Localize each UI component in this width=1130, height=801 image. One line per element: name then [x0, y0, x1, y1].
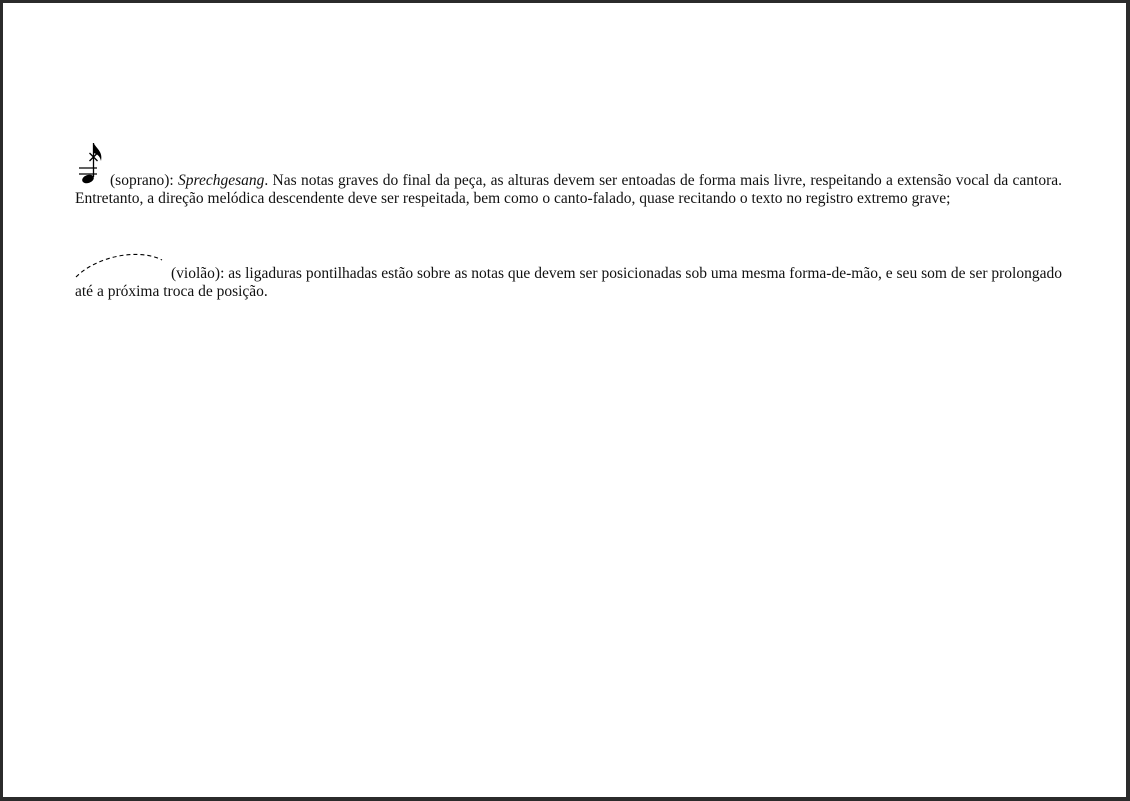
violao-entry: [75, 250, 1062, 301]
sprechgesang-term: Sprechgesang: [178, 172, 265, 189]
violao-description: as ligaduras pontilhadas estão sobre as notas que devem ser posicionadas sob uma mesma forma-de-mão, e seu som de ser prolongado até a próxima troca de posição.: [75, 265, 1062, 300]
dashed-tie-icon: [75, 250, 171, 278]
soprano-entry: [75, 137, 1062, 208]
soprano-description: . Nas notas graves do final da peça, as alturas devem ser entoadas de forma mais livre, respeitando a extensão vocal da cantora. Entretanto, a direção melódica descendente deve ser respeitada, bem como o canto-falado, quase recitando o texto no registro extremo grave;: [75, 172, 1063, 207]
violao-label: (violão):: [171, 265, 225, 282]
soprano-label: (soprano):: [110, 172, 178, 189]
sprechgesang-note-icon: [75, 137, 108, 185]
document-page: [3, 3, 1126, 797]
